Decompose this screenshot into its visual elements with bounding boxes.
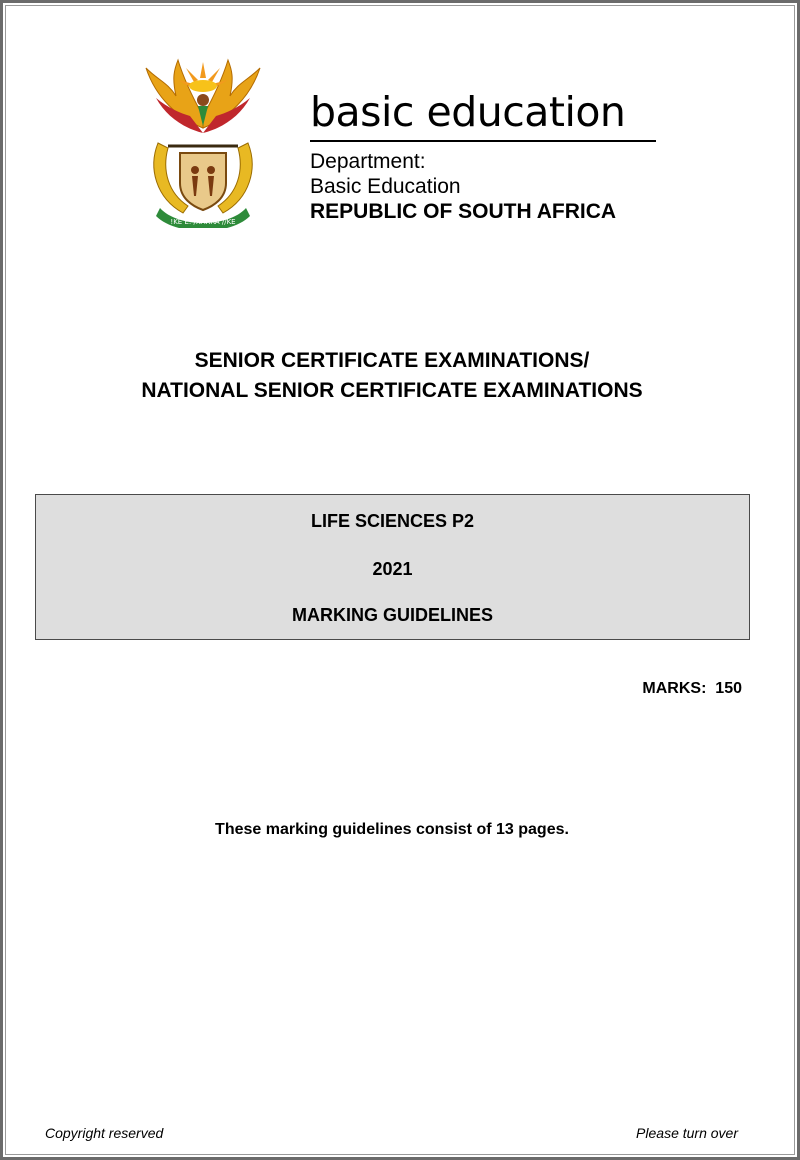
total-marks: MARKS: 150: [642, 680, 742, 697]
footer-copyright: Copyright reserved: [45, 1125, 164, 1141]
brand-title: basic education: [310, 88, 656, 142]
exam-heading: [0, 346, 784, 406]
document-type: MARKING GUIDELINES: [291, 605, 493, 625]
department-name: Basic Education: [310, 175, 461, 198]
crest-motto: !KE E: /XARRA //KE: [170, 218, 236, 226]
subject-title: LIFE SCIENCES P2: [310, 511, 475, 531]
exam-heading-line-2: NATIONAL SENIOR CERTIFICATE EXAMINATIONS: [141, 379, 643, 402]
country-name: REPUBLIC OF SOUTH AFRICA: [310, 200, 617, 223]
department-label: Department:: [310, 150, 426, 173]
footer-turn-over: Please turn over: [636, 1125, 738, 1141]
exam-heading-line-1: SENIOR CERTIFICATE EXAMINATIONS/: [194, 349, 590, 372]
subject-box: [35, 494, 750, 640]
page-count-note: These marking guidelines consist of 13 pages.: [215, 821, 569, 838]
department-branding: [310, 88, 660, 224]
exam-year: 2021: [372, 559, 413, 579]
coat-of-arms-icon: [138, 58, 268, 228]
